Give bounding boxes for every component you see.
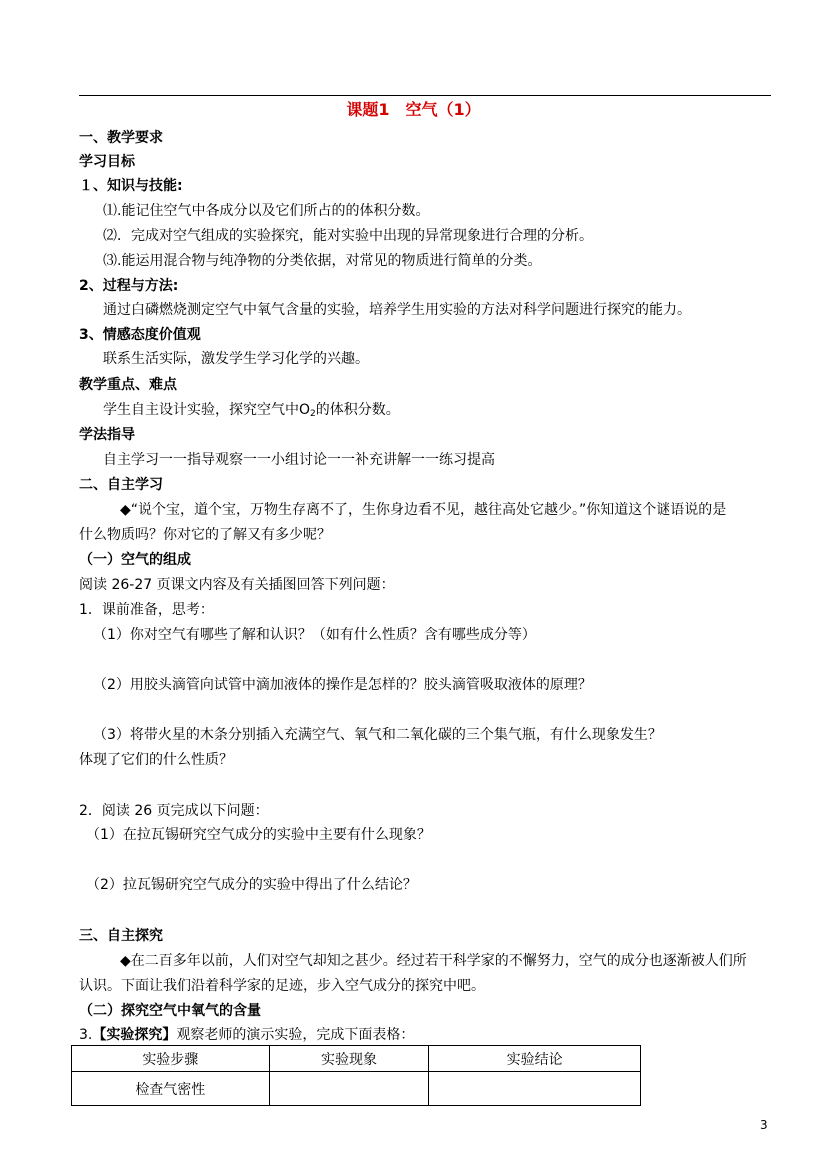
oxygen-content-heading: （二）探究空气中氧气的含量 (79, 1003, 261, 1019)
question-1-2: （2）用胶头滴管向试管中滴加液体的操作是怎样的？胶头滴管吸取液体的原理？ (93, 677, 592, 693)
section-heading-requirements: 一、教学要求 (79, 130, 163, 146)
question-1-1: （1）你对空气有哪些了解和认识？（如有什么性质？含有哪些成分等） (93, 627, 536, 643)
section-heading-self-study: 二、自主学习 (79, 477, 163, 493)
question-1-3b: 体现了它们的什么性质？ (79, 752, 233, 768)
table-row (72, 1072, 641, 1106)
table-header-conclusion: 实验结论 (429, 1046, 641, 1072)
knowledge-item-3: ⑶.能运用混合物与纯净物的分类依据，对常见的物质进行简单的分类。 (103, 253, 542, 269)
table-cell-conclusion[interactable] (429, 1072, 641, 1106)
page-title: 课题1 空气（1） (346, 100, 481, 119)
key-points-text: 学生自主设计实验，探究空气中$O_2$的体积分数。 (103, 402, 400, 419)
emotion-heading: 3、情感态度价值观 (79, 327, 201, 343)
table-header-phenomena: 实验现象 (269, 1046, 429, 1072)
emotion-text: 联系生活实际，激发学生学习化学的兴趣。 (103, 351, 369, 367)
goals-heading: 学习目标 (79, 154, 135, 170)
key-points-heading: 教学重点、难点 (79, 377, 177, 393)
riddle-line-1: ◆“说个宝，道个宝，万物生存离不了，生你身边看不见，越往高处它越少。”你知道这个谜语说的是 (120, 502, 727, 518)
method-heading: 学法指导 (79, 427, 135, 443)
method-text: 自主学习一一指导观察一一小组讨论一一补充讲解一一练习提高 (103, 452, 495, 468)
exploration-intro-2: 认识。下面让我们沿着科学家的足迹，步入空气成分的探究中吧。 (79, 978, 485, 994)
header-rule (79, 95, 771, 96)
table-cell-phenomenon[interactable] (269, 1072, 429, 1106)
process-heading: 2、过程与方法: (79, 278, 179, 294)
reading-instruction: 阅读 26-27 页课文内容及有关插图回答下列问题： (79, 577, 395, 593)
question-3: 3.【实验探究】观察老师的演示实验，完成下面表格： (79, 1027, 415, 1043)
riddle-line-2: 什么物质吗？你对它的了解又有多少呢？ (79, 527, 331, 543)
question-2: 2．阅读 26 页完成以下问题： (79, 803, 269, 819)
experiment-table (71, 1045, 641, 1106)
process-text: 通过白磷燃烧测定空气中氧气含量的实验，培养学生用实验的方法对科学问题进行探究的能力。 (103, 302, 691, 318)
table-cell-step: 检查气密性 (72, 1072, 270, 1106)
question-2-1: （1）在拉瓦锡研究空气成分的实验中主要有什么现象？ (86, 827, 431, 843)
question-1: 1．课前准备，思考： (79, 602, 214, 618)
section-heading-exploration: 三、自主探究 (79, 928, 163, 944)
knowledge-item-1: ⑴.能记住空气中各成分以及它们所占的的体积分数。 (103, 203, 430, 219)
knowledge-heading: １、知识与技能: (79, 178, 183, 194)
air-composition-heading: （一）空气的组成 (79, 552, 191, 568)
question-2-2: （2）拉瓦锡研究空气成分的实验中得出了什么结论？ (86, 877, 417, 893)
exploration-intro-1: ◆在二百多年以前，人们对空气却知之甚少。经过若干科学家的不懈努力，空气的成分也逐渐被人们所 (120, 953, 747, 969)
table-header-row (72, 1046, 641, 1072)
knowledge-item-2: ⑵．完成对空气组成的实验探究，能对实验中出现的异常现象进行合理的分析。 (103, 228, 593, 244)
table-header-steps: 实验步骤 (72, 1046, 270, 1072)
page-number: 3 (760, 1118, 768, 1132)
question-1-3a: （3）将带火星的木条分别插入充满空气、氧气和二氧化碳的三个集气瓶，有什么现象发生？ (93, 727, 662, 743)
